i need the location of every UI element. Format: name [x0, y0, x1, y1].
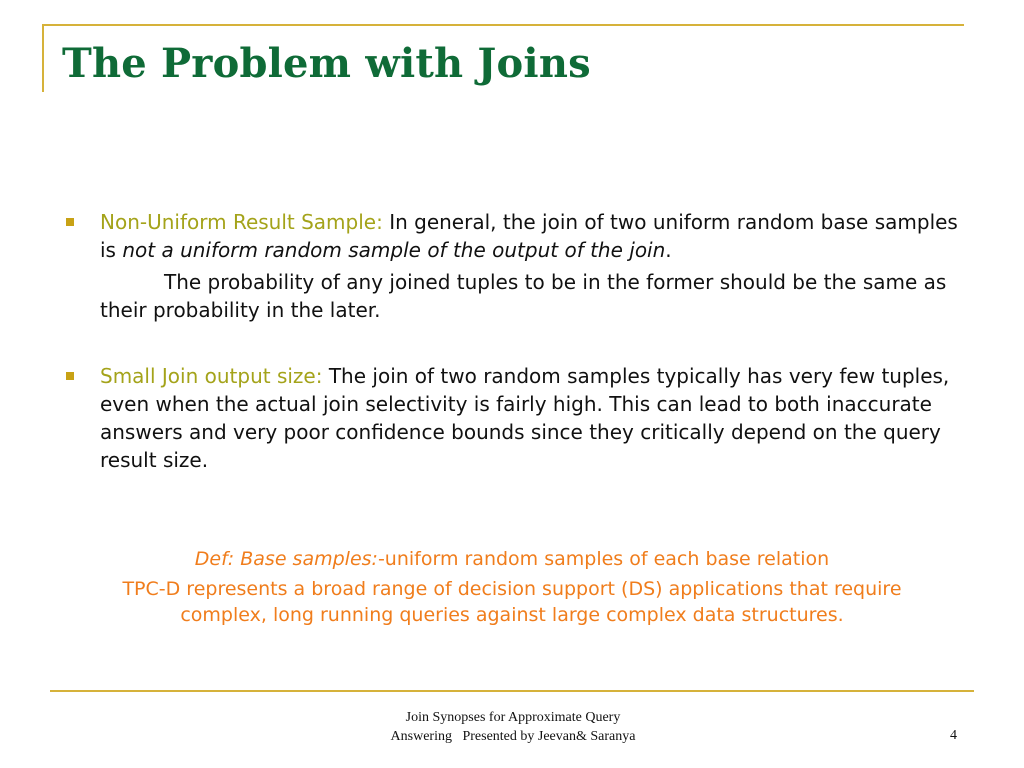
bullet-text: The join of two random samples typically has very few tuples, even when the actual join selectivity is fairly high. This can lead to both inaccurate answers and very poor confidence bounds since they critically depend on the query result size.	[100, 364, 950, 472]
definition-block	[80, 546, 944, 628]
square-bullet-icon	[66, 372, 74, 380]
left-rule	[42, 24, 44, 92]
tpcd-note: TPC-D represents a broad range of decision support (DS) applications that require complex, long running queries against large complex data structures.	[122, 578, 902, 626]
bullet-emphasis: not a uniform random sample of the output of the join	[122, 238, 666, 262]
footer-line-1: Join Synopses for Approximate Query	[405, 710, 621, 725]
bullet-text: In general, the join of two uniform random base samples is	[100, 210, 958, 262]
bullet-list	[60, 208, 960, 474]
bullet-paragraph	[100, 208, 960, 264]
bullet-lead: Small Join output size:	[100, 364, 323, 388]
definition-line	[80, 546, 944, 572]
footer-line-2: Answering Presented by Jeevan& Saranya	[390, 729, 636, 744]
bullet-lead: Non-Uniform Result Sample:	[100, 210, 383, 234]
footer-text	[358, 708, 668, 746]
bullet-text-end: .	[665, 238, 672, 262]
page-number: 4	[950, 728, 957, 743]
bullet-paragraph-2: The probability of any joined tuples to be in the former should be the same as their probability in the later.	[100, 270, 947, 322]
definition-label: Def: Base samples:	[194, 548, 378, 570]
square-bullet-icon	[66, 218, 74, 226]
top-rule	[42, 24, 964, 26]
definition-text: -uniform random samples of each base relation	[377, 548, 830, 570]
slide-title: The Problem with Joins	[62, 40, 591, 87]
bullet-item-non-uniform	[60, 208, 960, 324]
bottom-rule	[50, 690, 974, 692]
bullet-paragraph	[100, 362, 960, 474]
bullet-item-small-join	[60, 362, 960, 474]
